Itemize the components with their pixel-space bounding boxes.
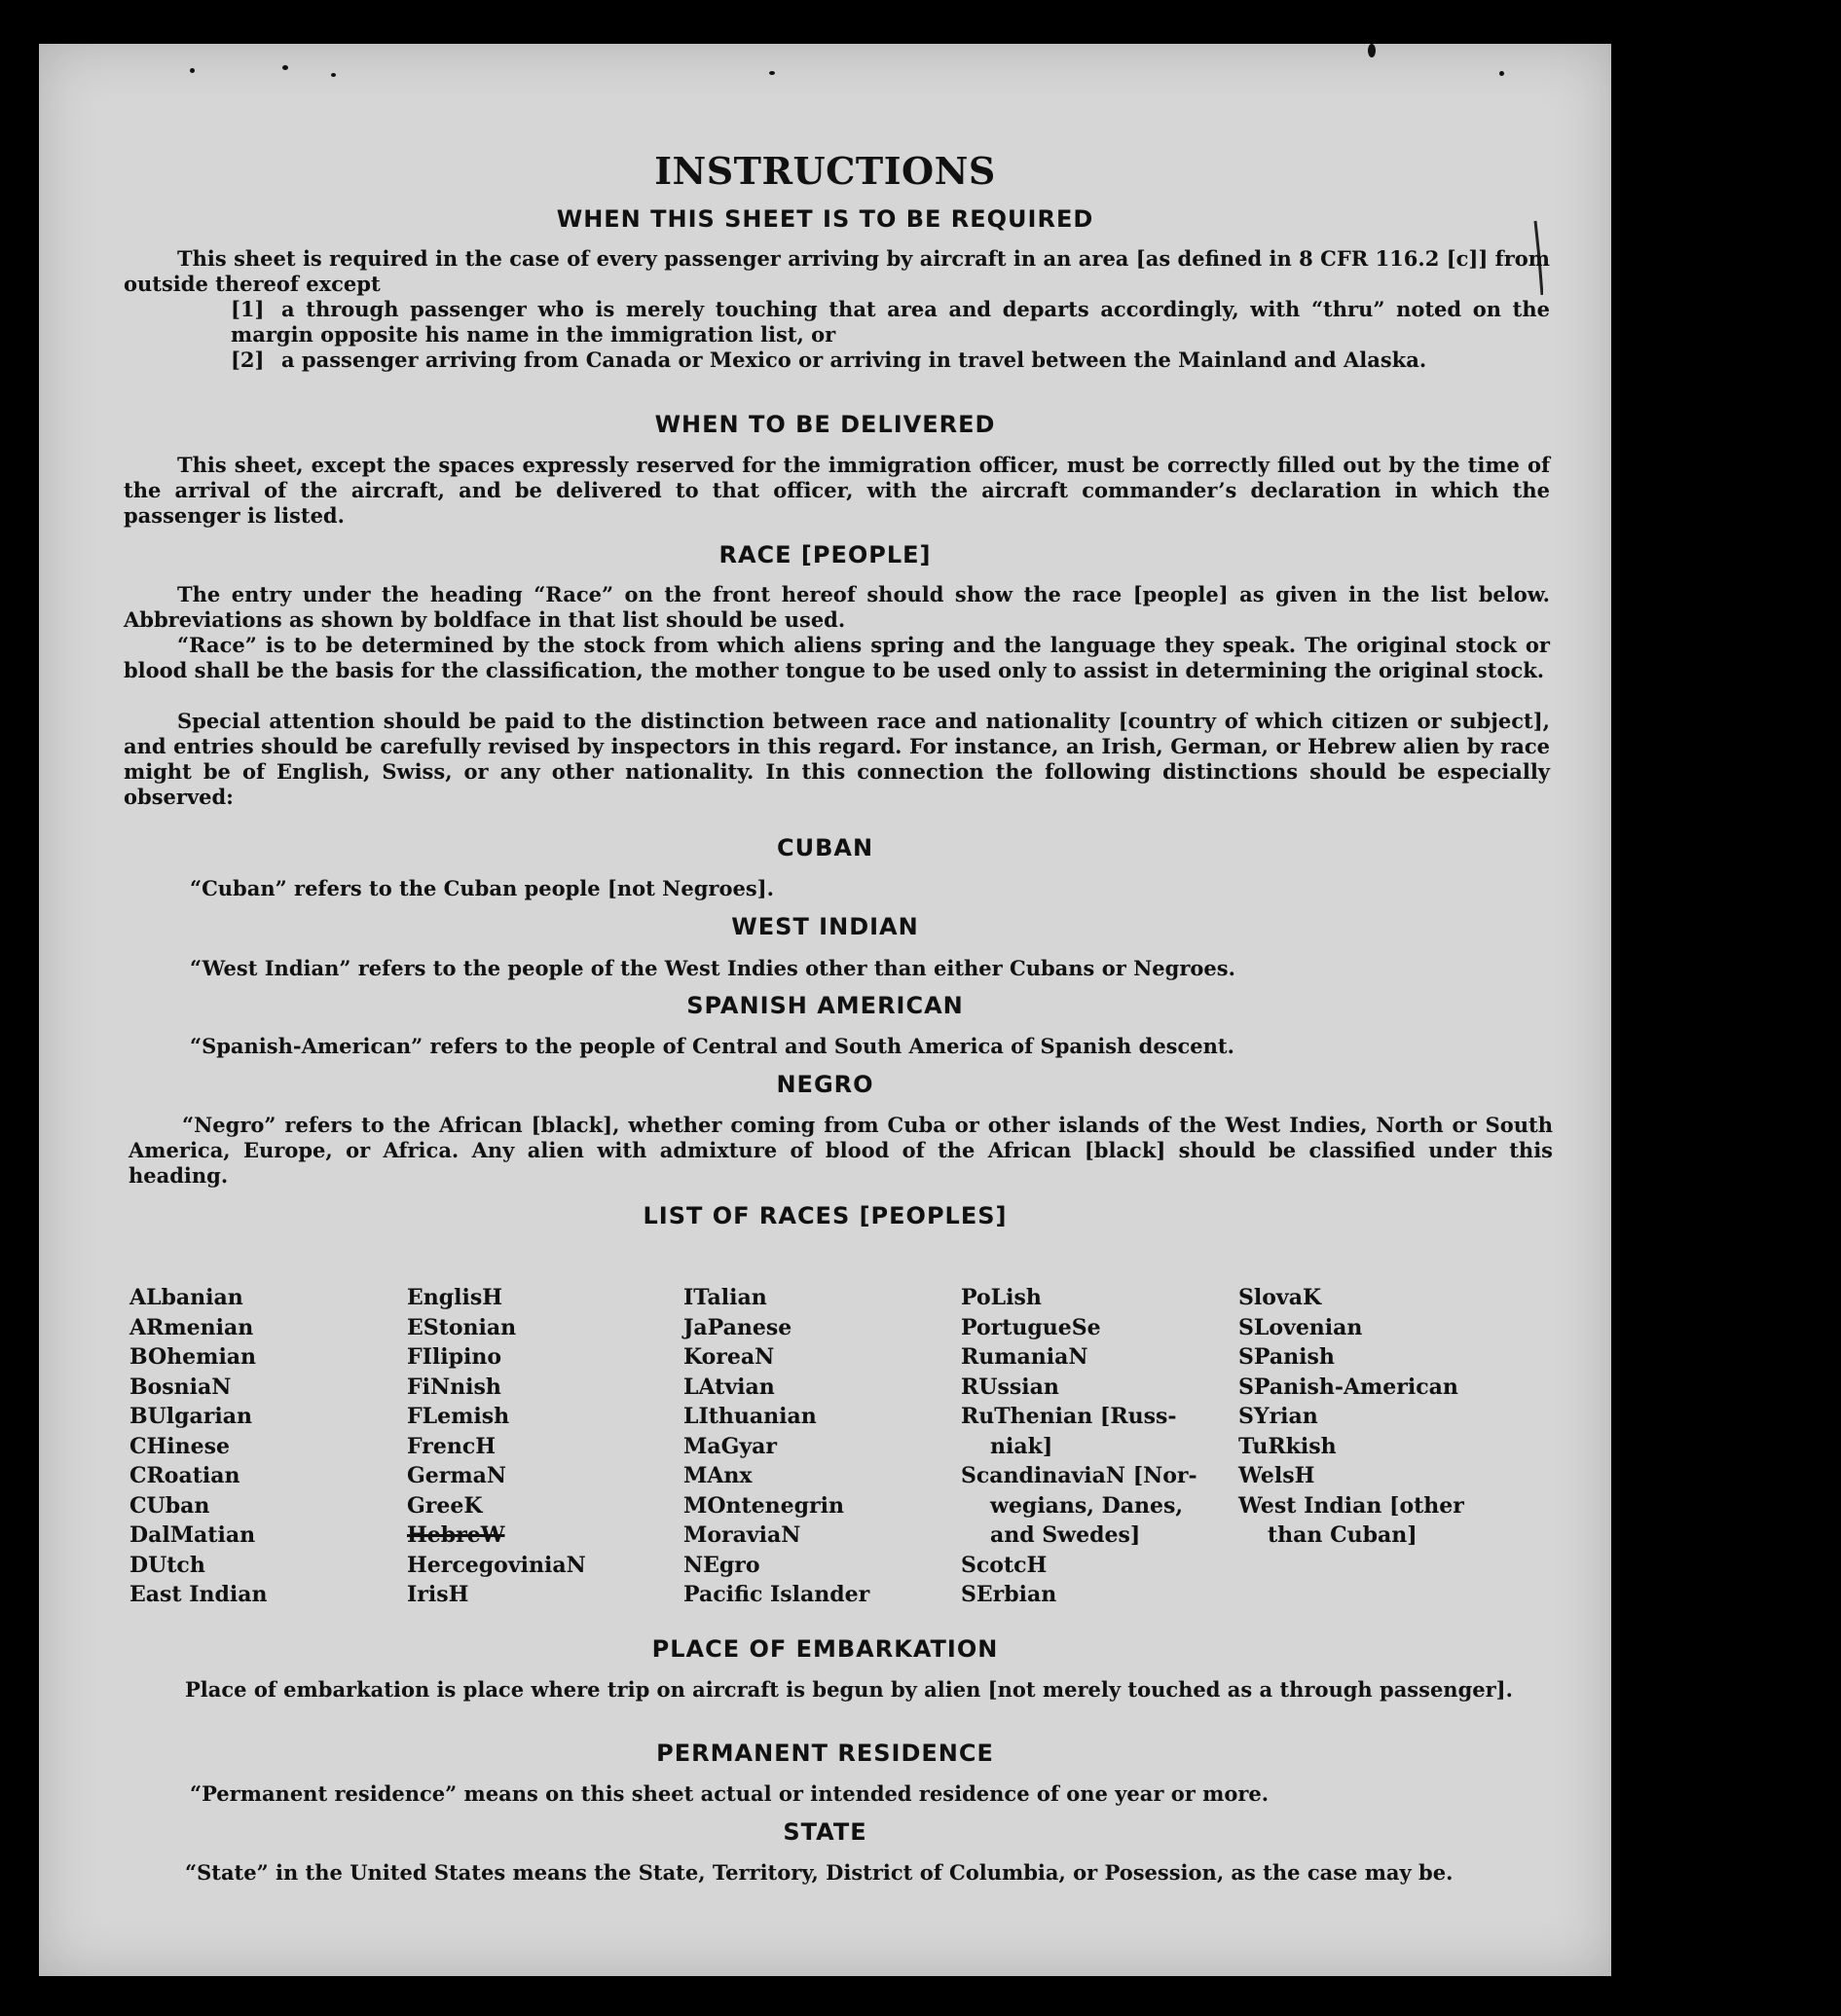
races-column-1 [129, 1283, 412, 1610]
race-entry: PoLish [961, 1285, 1042, 1310]
races-column-5 [1238, 1283, 1521, 1551]
race-entry: GermaN [407, 1463, 507, 1488]
heading-race: RACE [PEOPLE] [718, 541, 932, 568]
race-entry: ITalian [683, 1285, 767, 1310]
race-entry: EStonian [407, 1314, 517, 1340]
races-column-3 [683, 1283, 966, 1610]
item-number: [2] [231, 348, 265, 372]
spanish-american-text: “Spanish-American” refers to the people of Central and South America of Spanish descent. [190, 1034, 1234, 1058]
race-entry: DUtch [129, 1552, 205, 1578]
race-paragraph-3: Special attention should be paid to the distinction between race and nationality [country of which citizen or subject], and entries should be carefully revised by inspectors in this regard. For instance, an Irish, German, or Hebrew alien by race might be of English, Swiss, or any other nationality. In this connection the following distinctions should be especially observed: [124, 709, 1550, 809]
race-entry: ScotcH [961, 1552, 1048, 1578]
race-entry: LAtvian [683, 1374, 775, 1400]
race-entry: BosniaN [129, 1374, 232, 1400]
race-entry: SlovaK [1238, 1285, 1322, 1310]
race-entry: CUban [129, 1492, 210, 1519]
required-item-1 [231, 297, 1550, 348]
races-column-4 [961, 1283, 1243, 1610]
race-entry: NEgro [683, 1552, 760, 1578]
race-entry: RumaniaN [961, 1344, 1088, 1370]
race-entry: JaPanese [683, 1314, 792, 1340]
race-entry: TuRkish [1238, 1433, 1337, 1459]
race-entry: PortugueSe [961, 1314, 1101, 1340]
item-text: a passenger arriving from Canada or Mexico or arriving in travel between the Mainland and Alaska. [281, 348, 1427, 372]
page-title: INSTRUCTIONS [654, 149, 996, 193]
race-entry: FiNnish [407, 1374, 501, 1400]
required-item-2 [231, 348, 1550, 373]
race-entry: GreeK [407, 1492, 483, 1519]
race-entry: DalMatian [129, 1522, 256, 1548]
heading-west-indian: WEST INDIAN [731, 913, 919, 940]
heading-spanish-american: SPANISH AMERICAN [686, 992, 964, 1019]
heading-embarkation: PLACE OF EMBARKATION [651, 1635, 999, 1663]
race-entry: East Indian [129, 1582, 268, 1607]
race-entry: IrisH [407, 1582, 469, 1607]
race-entry-continued: niak] [990, 1433, 1053, 1459]
ink-speck [282, 65, 288, 70]
race-entry: KoreaN [683, 1344, 775, 1370]
heading-races-list: LIST OF RACES [PEOPLES] [643, 1202, 1008, 1229]
race-entry: RuThenian [Russ- [961, 1404, 1177, 1429]
race-entry: SPanish [1238, 1344, 1335, 1370]
race-entry: CRoatian [129, 1463, 240, 1488]
race-entry: MoraviaN [683, 1522, 801, 1548]
race-entry: FLemish [407, 1404, 510, 1429]
race-entry: EnglisH [407, 1285, 503, 1310]
ink-speck [190, 68, 195, 73]
heading-cuban: CUBAN [776, 834, 874, 861]
heading-required: WHEN THIS SHEET IS TO BE REQUIRED [556, 205, 1094, 233]
race-entry-struck: HebreW [407, 1522, 505, 1548]
embarkation-text: Place of embarkation is place where trip on aircraft is begun by alien [not merely touched as a through passenger]. [185, 1677, 1513, 1702]
race-entry: ARmenian [129, 1314, 254, 1340]
race-entry: ALbanian [129, 1285, 243, 1310]
ink-speck [769, 71, 775, 75]
race-entry: BUlgarian [129, 1404, 252, 1429]
heading-delivered: WHEN TO BE DELIVERED [654, 411, 996, 438]
ink-speck [1499, 71, 1504, 76]
race-entry: RUssian [961, 1374, 1059, 1400]
race-entry-continued: wegians, Danes, [990, 1492, 1183, 1519]
residence-text: “Permanent residence” means on this sheet actual or intended residence of one year or more. [190, 1781, 1270, 1806]
race-entry: ScandinaviaN [Nor- [961, 1463, 1197, 1488]
item-text: a through passenger who is merely touching that area and departs accordingly, with “thru” noted on the margin opposite his name in the immigration list, or [231, 297, 1550, 347]
race-entry: MOntenegrin [683, 1492, 844, 1519]
delivered-text: This sheet, except the spaces expressly reserved for the immigration officer, must be correctly filled out by the time of the arrival of the aircraft, and be delivered to that officer, with the aircraft commander’s declaration in which the passenger is listed. [124, 453, 1550, 528]
west-indian-text: “West Indian” refers to the people of the West Indies other than either Cubans or Negroes. [190, 956, 1235, 980]
race-paragraph-2: “Race” is to be determined by the stock from which aliens spring and the language they speak. The original stock or blood shall be the basis for the classification, the mother tongue to be used only to assist in determining the original stock. [124, 633, 1550, 682]
heading-residence: PERMANENT RESIDENCE [656, 1740, 994, 1767]
race-entry: SYrian [1238, 1404, 1318, 1429]
race-entry: LIthuanian [683, 1404, 817, 1429]
races-column-2 [407, 1283, 689, 1610]
race-entry-continued: than Cuban] [1268, 1522, 1418, 1548]
heading-state: STATE [783, 1818, 867, 1846]
race-paragraph-1: The entry under the heading “Race” on the front hereof should show the race [people] as given in the list below. Abbreviations as shown by boldface in that list should be used. [124, 582, 1550, 632]
race-entry: WelsH [1238, 1463, 1315, 1488]
race-entry: FrencH [407, 1433, 496, 1459]
negro-text: “Negro” refers to the African [black], whether coming from Cuba or other islands of the West Indies, North or South America, Europe, or Africa. Any alien with admixture of blood of the African [black] should be classified under this heading. [129, 1113, 1553, 1188]
race-entry: Pacific Islander [683, 1582, 870, 1607]
race-entry: CHinese [129, 1433, 231, 1459]
race-entry: SErbian [961, 1582, 1057, 1607]
race-entry: MaGyar [683, 1433, 778, 1459]
race-entry: MAnx [683, 1463, 753, 1488]
state-text: “State” in the United States means the State, Territory, District of Columbia, or Posession, as the case may be. [185, 1860, 1454, 1885]
race-entry: SPanish-American [1238, 1374, 1458, 1400]
race-entry: FIlipino [407, 1344, 502, 1370]
ink-speck [331, 73, 336, 77]
race-entry: SLovenian [1238, 1314, 1363, 1340]
race-entry: West Indian [other [1238, 1492, 1464, 1519]
race-entry: BOhemian [129, 1344, 257, 1370]
race-entry-continued: and Swedes] [990, 1522, 1141, 1548]
race-entry: HercegoviniaN [407, 1552, 586, 1578]
cuban-text: “Cuban” refers to the Cuban people [not Negroes]. [190, 876, 774, 900]
document-page [39, 44, 1611, 1976]
item-number: [1] [231, 297, 265, 321]
ink-speck [1368, 44, 1376, 57]
required-intro: This sheet is required in the case of every passenger arriving by aircraft in an area [as defined in 8 CFR 116.2 [c]] from outside thereof except [124, 246, 1550, 296]
heading-negro: NEGRO [776, 1071, 874, 1098]
